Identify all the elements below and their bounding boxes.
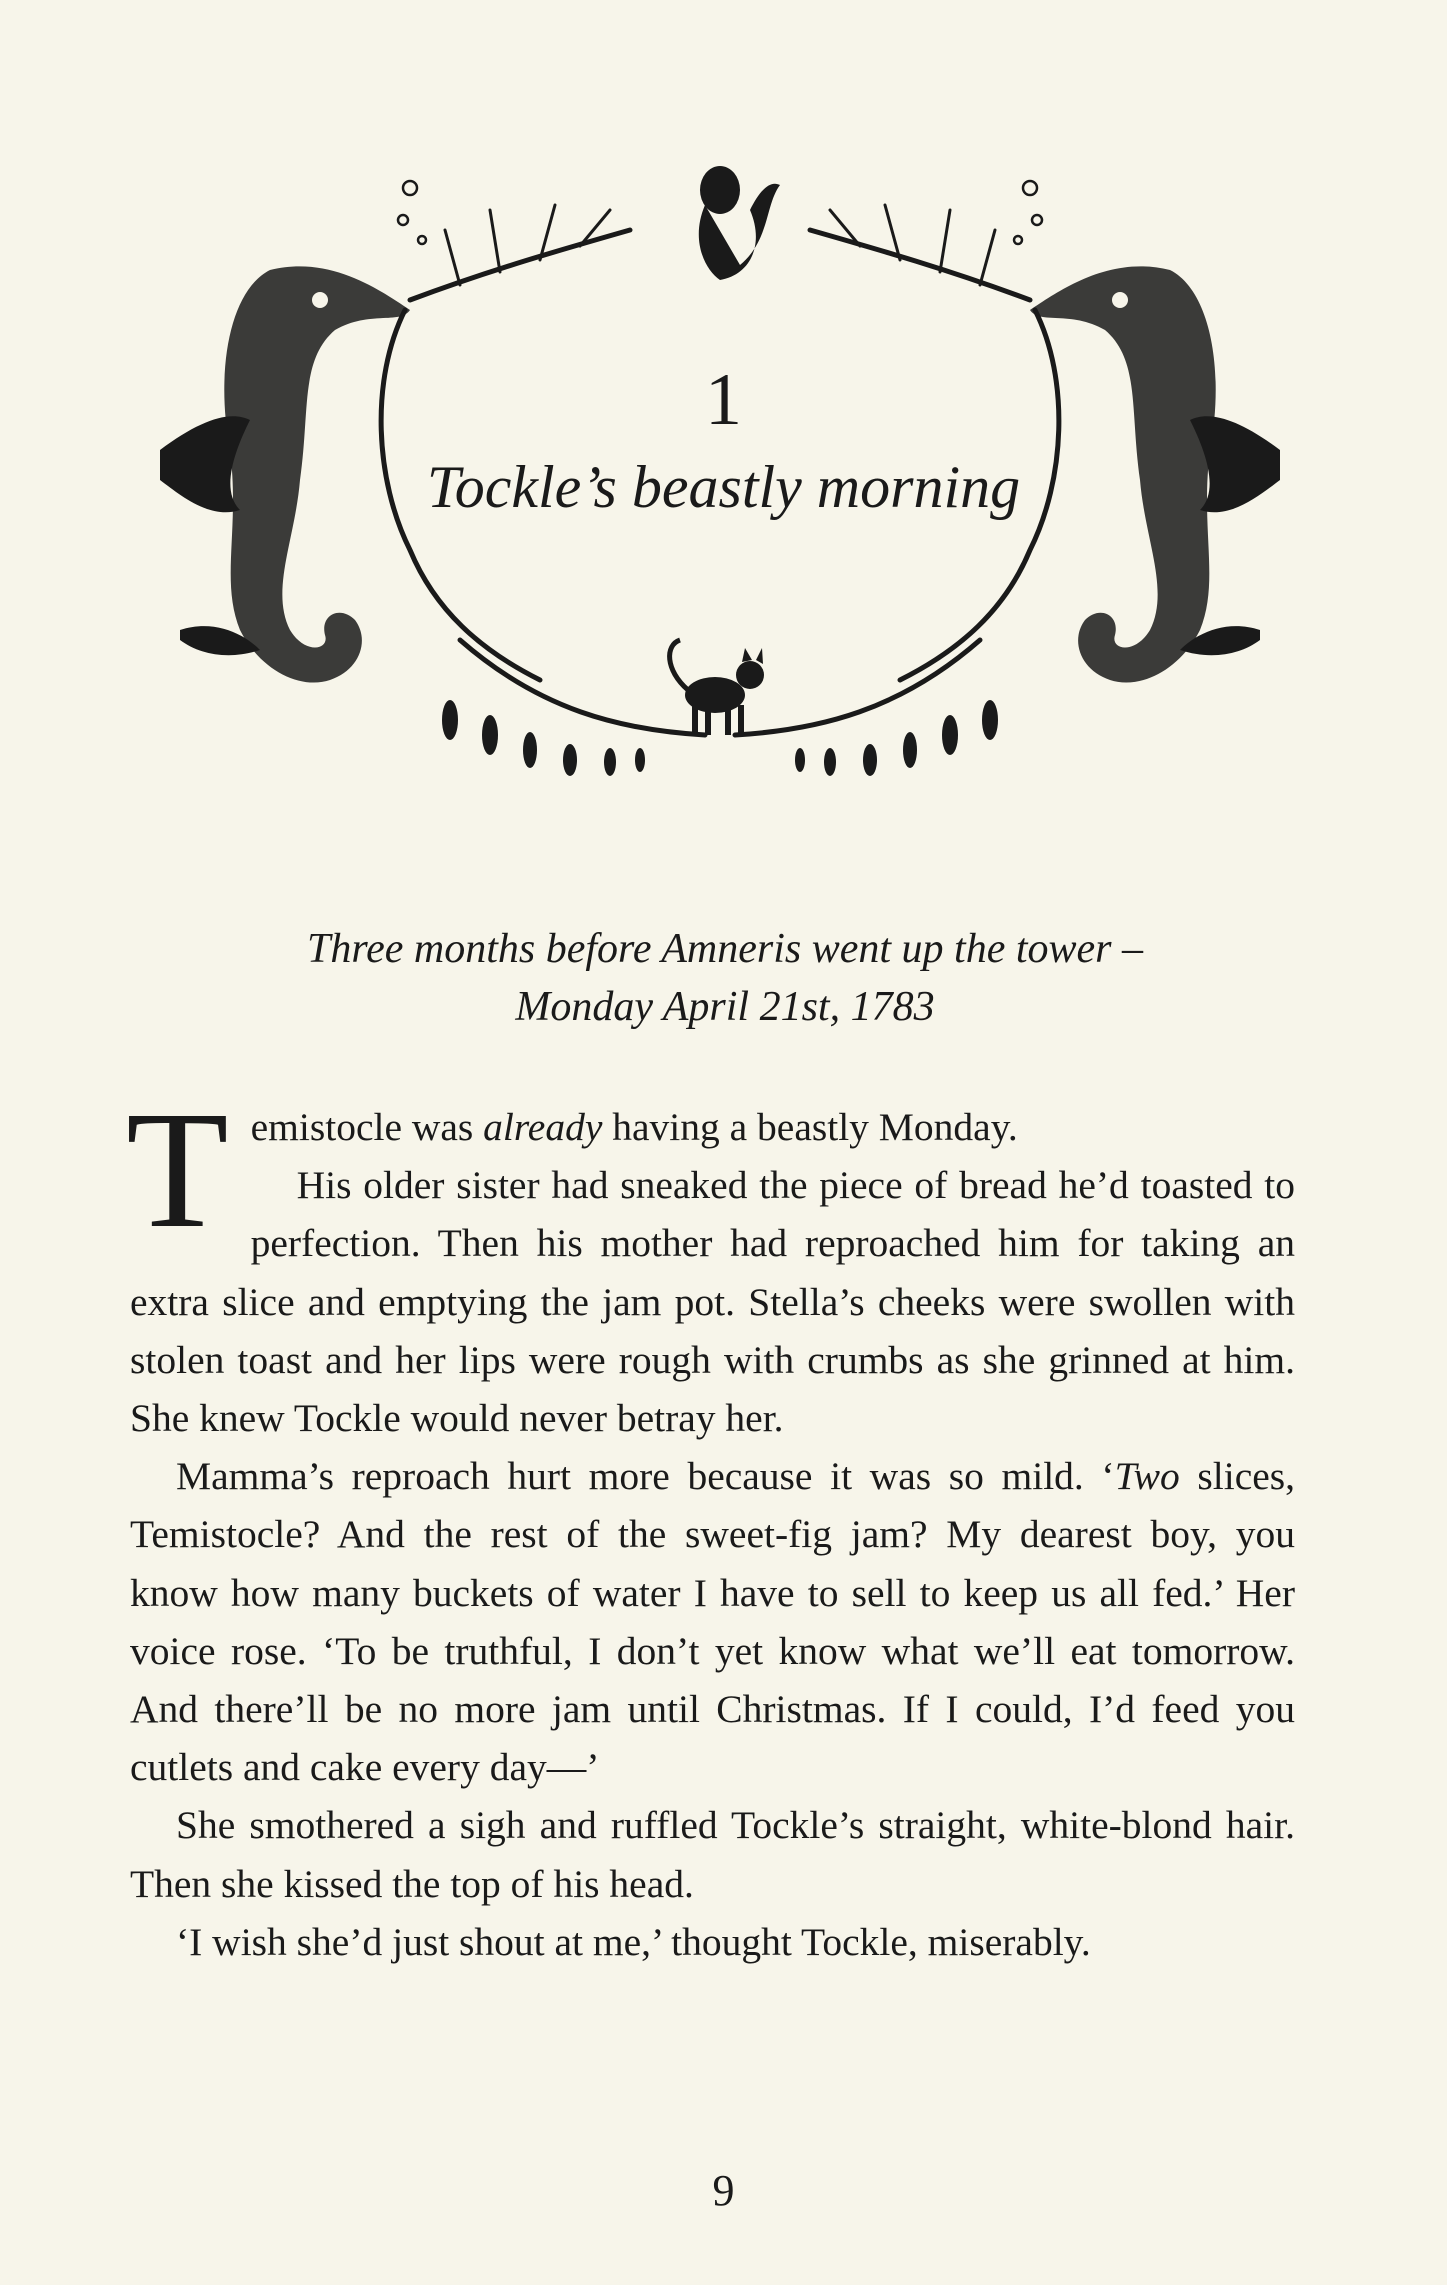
paragraph-3-text-b: slices, Temistocle? And the rest of the sweet-fig jam? My dearest boy, you know how many buckets of water I have to sell to keep us all fed.’ Her voice rose. ‘To be truthful, I don’t yet know what we’ll eat tomorrow. And there’ll be no more jam until Christmas. If I could, I’d feed you cutlets and cake every day—’	[130, 1454, 1296, 1790]
paragraph-1-emphasis: already	[483, 1105, 603, 1149]
paragraph-3-text-a: Mamma’s reproach hurt more because it was so mild. ‘	[176, 1454, 1115, 1499]
paragraph-3-emphasis: Two	[1114, 1454, 1180, 1499]
subtitle-line-2: Monday April 21st, 1783	[515, 984, 935, 1030]
paragraph-2: His older sister had sneaked the piece of bread he’d toasted to perfection. Then his mother had reproached him for taking an extra slice and emptying the jam pot. Stella’s cheeks were swollen with stolen toast and her lips were rough with crumbs as she grinned at him. She knew Tockle would never betray her.	[130, 1163, 1295, 1441]
paragraph-1-text-b: having a beastly Monday.	[602, 1105, 1018, 1149]
paragraph-1-text-a: emistocle was	[250, 1105, 484, 1149]
paragraph-1	[126, 1077, 1295, 1263]
paragraph-5: ‘I wish she’d just shout at me,’ thought Tockle, miserably.	[176, 1919, 1091, 1964]
page-number: 9	[712, 2166, 735, 2215]
drop-cap: T	[126, 1077, 229, 1263]
chapter-subtitle	[160, 920, 1290, 1036]
chapter-body	[126, 1077, 1296, 1971]
paragraph-3	[130, 1447, 1295, 1796]
subtitle-line-1: Three months before Amneris went up the tower –	[306, 926, 1144, 972]
paragraph-4: She smothered a sigh and ruffled Tockle’s straight, white-blond hair. Then she kissed the top of his head.	[130, 1803, 1295, 1906]
chapter-title: Tockle’s beastly morning	[426, 454, 1021, 520]
chapter-number: 1	[705, 359, 742, 441]
